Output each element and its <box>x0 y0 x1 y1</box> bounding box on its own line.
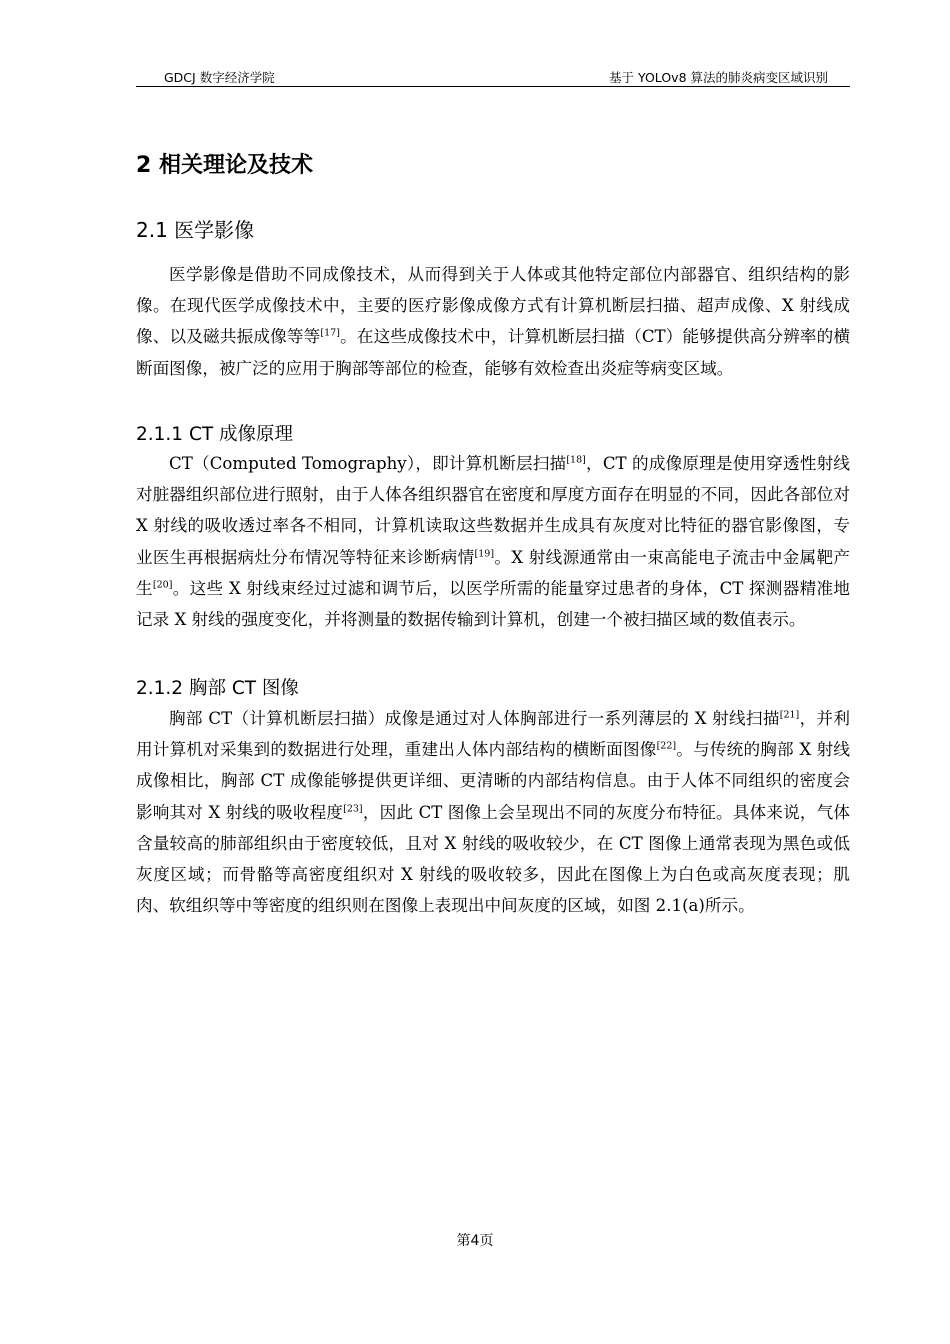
section-2-1-2-paragraph <box>136 703 850 921</box>
citation: [19] <box>474 548 495 560</box>
paragraph-text: 。这些 X 射线束经过过滤和调节后，以医学所需的能量穿过患者的身体，CT 探测器精准地记录 X 射线的强度变化，并将测量的数据传输到计算机，创建一个被扫描区域的数值表示。 <box>136 578 851 630</box>
citation: [23] <box>343 803 363 815</box>
paragraph-text: 医学影像是借助不同成像技术，从而得到关于人体或其他特定部位内部器官、组织结构的影像。在现代医学成像技术中，主要的医疗影像成像方式有计算机断层扫描、超声成像、X 射线成像、以及磁共振成像等等 <box>136 265 850 347</box>
citation: [18] <box>566 454 586 466</box>
paragraph-text: 胸部 CT（计算机断层扫描）成像是通过对人体胸部进行一系列薄层的 X 射线扫描 <box>169 709 780 728</box>
paragraph-text: CT（Computed Tomography），即计算机断层扫描 <box>169 454 567 473</box>
section-2-1-1-title: 2.1.1 CT 成像原理 <box>136 424 294 445</box>
header-right-text: 基于 YOLOv8 算法的肺炎病变区域识别 <box>609 70 828 85</box>
section-2-1-2-title: 2.1.2 胸部 CT 图像 <box>136 678 299 699</box>
paragraph-text: ，因此 CT 图像上会呈现出不同的灰度分布特征。具体来说，气体含量较高的肺部组织由于密度较低，且对 X 射线的吸收较少，在 CT 图像上通常表现为黑色或低灰度区域；而骨骼等高密度组织对 X 射线的吸收较多，因此在图像上为白色或高灰度表现；肌肉、软组织等中等密度的组织则在图像上表现出中间灰度的区域，如图 2.1(a)所示。 <box>136 802 850 916</box>
paragraph-text: 。X 射线源通常由一束高能电子流击中金属靶产生 <box>136 547 850 598</box>
page-header <box>136 66 850 87</box>
citation: [17] <box>320 327 340 339</box>
page-number: 第4页 <box>456 1233 494 1249</box>
section-2-1-1-paragraph <box>136 448 850 635</box>
chapter-title: 2 相关理论及技术 <box>136 153 313 178</box>
paragraph-text: 。在这些成像技术中，计算机断层扫描（CT）能够提供高分辨率的横断面图像，被广泛的应用于胸部等部位的检查，能够有效检查出炎症等病变区域。 <box>136 327 851 378</box>
citation: [20] <box>152 579 173 591</box>
paragraph-text: ，CT 的成像原理是使用穿透性射线对脏器组织部位进行照射，由于人体各组织器官在密度和厚度方面存在明显的不同，因此各部位对 X 射线的吸收透过率各不相同，计算机读取这些数据并生成具有灰度对比特征的器官影像图，专业医生再根据病灶分布情况等特征来诊断病情 <box>136 454 850 567</box>
citation: [22] <box>656 740 677 752</box>
section-2-1-title: 2.1 医学影像 <box>136 218 255 242</box>
header-left-text: GDCJ 数字经济学院 <box>164 70 275 85</box>
citation: [21] <box>779 709 800 721</box>
section-2-1-paragraph <box>136 259 850 384</box>
paragraph-text: 。与传统的胸部 X 射线成像相比，胸部 CT 成像能够提供更详细、更清晰的内部结构信息。由于人体不同组织的密度会影响其对 X 射线的吸收程度 <box>136 740 850 822</box>
paragraph-text: ，并利用计算机对采集到的数据进行处理，重建出人体内部结构的横断面图像 <box>136 709 850 760</box>
